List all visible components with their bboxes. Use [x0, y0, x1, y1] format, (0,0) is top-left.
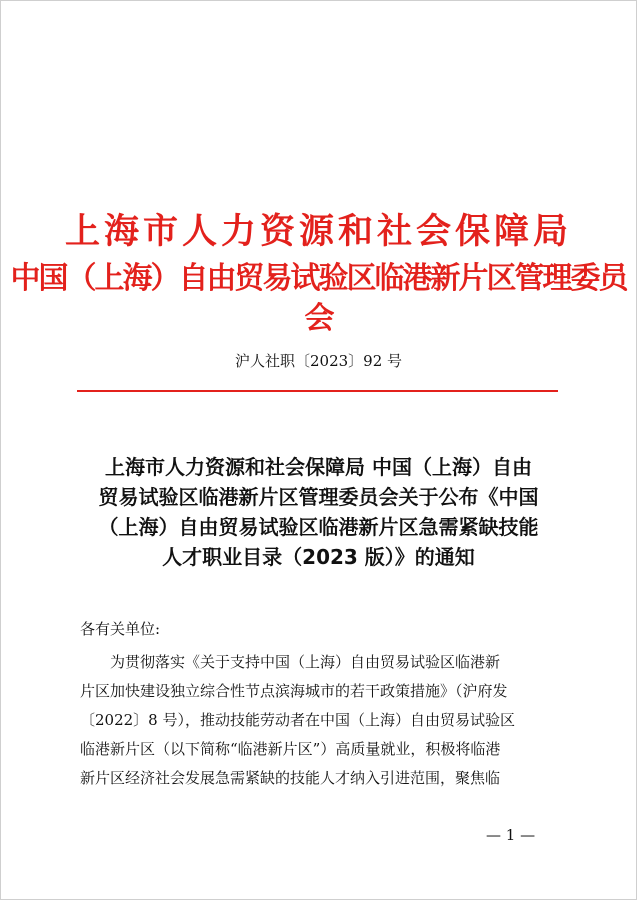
body-line: 为贯彻落实《关于支持中国（上海）自由贸易试验区临港新: [110, 653, 501, 671]
body-line: 片区加快建设独立综合性节点滨海城市的若干政策措施》（沪府发: [80, 682, 508, 700]
notice-title: [70, 452, 567, 572]
page-number: — 1 —: [486, 826, 536, 844]
title-line: 人才职业目录（2023 版）》的通知: [162, 545, 475, 569]
issuer-line-secondary: 中国（上海）自由贸易试验区临港新片区管理委员会: [10, 261, 627, 336]
document-number: 沪人社职〔2023〕92 号: [234, 352, 403, 370]
body-line: 新片区经济社会发展急需紧缺的技能人才纳入引进范围，聚焦临: [80, 769, 501, 787]
issuer-line-primary: 上海市人力资源和社会保障局: [64, 211, 572, 252]
salutation: 各有关单位:: [80, 620, 161, 638]
body-line: 〔2022〕8 号），推动技能劳动者在中国（上海）自由贸易试验区: [80, 711, 515, 729]
title-line: （上海）自由贸易试验区临港新片区急需紧缺技能: [98, 515, 539, 539]
title-line: 上海市人力资源和社会保障局 中国（上海）自由: [105, 455, 532, 479]
red-divider-rule: [77, 390, 558, 392]
body-line: 临港新片区（以下简称“临港新片区”）高质量就业，积极将临港: [80, 740, 501, 758]
body-paragraph: [80, 648, 560, 793]
title-line: 贸易试验区临港新片区管理委员会关于公布《中国: [98, 485, 539, 509]
